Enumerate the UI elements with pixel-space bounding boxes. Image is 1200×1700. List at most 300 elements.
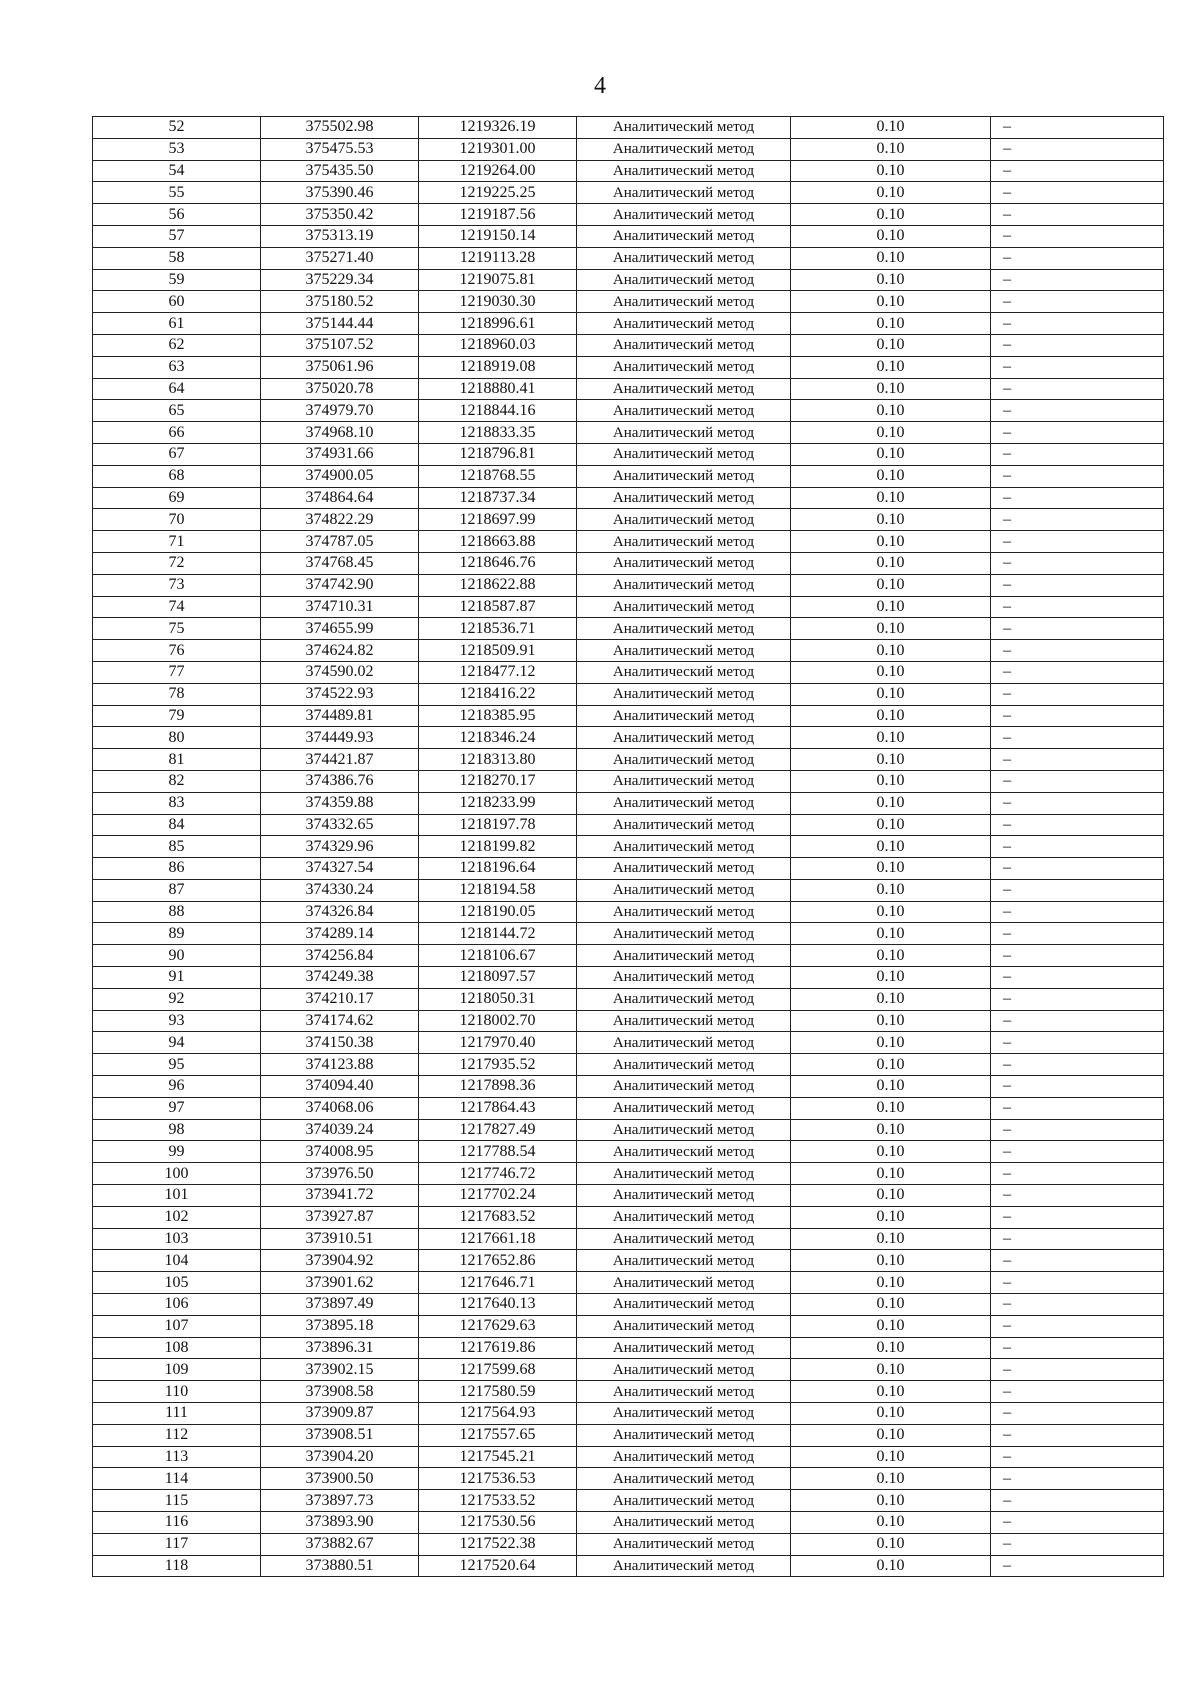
point-number-cell: 110 <box>93 1381 261 1403</box>
table-row <box>93 1446 1164 1468</box>
description-cell: – <box>991 640 1164 662</box>
point-number-cell: 108 <box>93 1337 261 1359</box>
x-coordinate-cell: 375350.42 <box>261 204 419 226</box>
table-row <box>93 422 1164 444</box>
x-coordinate-cell: 375061.96 <box>261 356 419 378</box>
description-cell: – <box>991 705 1164 727</box>
table-row <box>93 814 1164 836</box>
x-coordinate-cell: 373893.90 <box>261 1512 419 1534</box>
method-cell: Аналитический метод <box>577 138 791 160</box>
accuracy-cell: 0.10 <box>791 1424 991 1446</box>
method-cell: Аналитический метод <box>577 967 791 989</box>
x-coordinate-cell: 375435.50 <box>261 160 419 182</box>
description-cell: – <box>991 770 1164 792</box>
point-number-cell: 58 <box>93 247 261 269</box>
x-coordinate-cell: 373900.50 <box>261 1468 419 1490</box>
y-coordinate-cell: 1218796.81 <box>419 443 577 465</box>
x-coordinate-cell: 374249.38 <box>261 967 419 989</box>
description-cell: – <box>991 1294 1164 1316</box>
method-cell: Аналитический метод <box>577 531 791 553</box>
y-coordinate-cell: 1219301.00 <box>419 138 577 160</box>
accuracy-cell: 0.10 <box>791 683 991 705</box>
point-number-cell: 87 <box>93 879 261 901</box>
table-row <box>93 531 1164 553</box>
description-cell: – <box>991 879 1164 901</box>
description-cell: – <box>991 574 1164 596</box>
table-row <box>93 1512 1164 1534</box>
method-cell: Аналитический метод <box>577 1337 791 1359</box>
description-cell: – <box>991 727 1164 749</box>
description-cell: – <box>991 945 1164 967</box>
x-coordinate-cell: 373909.87 <box>261 1403 419 1425</box>
table-row <box>93 552 1164 574</box>
description-cell: – <box>991 683 1164 705</box>
description-cell: – <box>991 509 1164 531</box>
description-cell: – <box>991 138 1164 160</box>
x-coordinate-cell: 375144.44 <box>261 313 419 335</box>
description-cell: – <box>991 487 1164 509</box>
point-number-cell: 101 <box>93 1185 261 1207</box>
x-coordinate-cell: 374864.64 <box>261 487 419 509</box>
accuracy-cell: 0.10 <box>791 1468 991 1490</box>
method-cell: Аналитический метод <box>577 1119 791 1141</box>
y-coordinate-cell: 1218646.76 <box>419 552 577 574</box>
table-row <box>93 1272 1164 1294</box>
method-cell: Аналитический метод <box>577 945 791 967</box>
y-coordinate-cell: 1217646.71 <box>419 1272 577 1294</box>
point-number-cell: 96 <box>93 1076 261 1098</box>
x-coordinate-cell: 373882.67 <box>261 1533 419 1555</box>
table-row <box>93 291 1164 313</box>
description-cell: – <box>991 661 1164 683</box>
x-coordinate-cell: 373904.20 <box>261 1446 419 1468</box>
table-row <box>93 901 1164 923</box>
description-cell: – <box>991 1337 1164 1359</box>
table-row <box>93 1141 1164 1163</box>
point-number-cell: 89 <box>93 923 261 945</box>
method-cell: Аналитический метод <box>577 443 791 465</box>
table-row <box>93 117 1164 139</box>
method-cell: Аналитический метод <box>577 814 791 836</box>
description-cell: – <box>991 356 1164 378</box>
y-coordinate-cell: 1218622.88 <box>419 574 577 596</box>
description-cell: – <box>991 836 1164 858</box>
y-coordinate-cell: 1218313.80 <box>419 749 577 771</box>
x-coordinate-cell: 373976.50 <box>261 1163 419 1185</box>
description-cell: – <box>991 1555 1164 1577</box>
y-coordinate-cell: 1219187.56 <box>419 204 577 226</box>
point-number-cell: 97 <box>93 1097 261 1119</box>
x-coordinate-cell: 375271.40 <box>261 247 419 269</box>
method-cell: Аналитический метод <box>577 1468 791 1490</box>
accuracy-cell: 0.10 <box>791 1206 991 1228</box>
accuracy-cell: 0.10 <box>791 967 991 989</box>
method-cell: Аналитический метод <box>577 1403 791 1425</box>
x-coordinate-cell: 373901.62 <box>261 1272 419 1294</box>
y-coordinate-cell: 1218385.95 <box>419 705 577 727</box>
x-coordinate-cell: 374094.40 <box>261 1076 419 1098</box>
table-row <box>93 1555 1164 1577</box>
method-cell: Аналитический метод <box>577 117 791 139</box>
table-row <box>93 1054 1164 1076</box>
point-number-cell: 56 <box>93 204 261 226</box>
point-number-cell: 83 <box>93 792 261 814</box>
point-number-cell: 103 <box>93 1228 261 1250</box>
accuracy-cell: 0.10 <box>791 1010 991 1032</box>
method-cell: Аналитический метод <box>577 509 791 531</box>
description-cell: – <box>991 443 1164 465</box>
y-coordinate-cell: 1218737.34 <box>419 487 577 509</box>
x-coordinate-cell: 375107.52 <box>261 334 419 356</box>
accuracy-cell: 0.10 <box>791 945 991 967</box>
method-cell: Аналитический метод <box>577 596 791 618</box>
accuracy-cell: 0.10 <box>791 182 991 204</box>
description-cell: – <box>991 967 1164 989</box>
accuracy-cell: 0.10 <box>791 727 991 749</box>
point-number-cell: 107 <box>93 1315 261 1337</box>
accuracy-cell: 0.10 <box>791 988 991 1010</box>
y-coordinate-cell: 1218833.35 <box>419 422 577 444</box>
table-row <box>93 356 1164 378</box>
description-cell: – <box>991 1206 1164 1228</box>
table-row <box>93 945 1164 967</box>
accuracy-cell: 0.10 <box>791 334 991 356</box>
point-number-cell: 55 <box>93 182 261 204</box>
x-coordinate-cell: 374822.29 <box>261 509 419 531</box>
x-coordinate-cell: 374742.90 <box>261 574 419 596</box>
method-cell: Аналитический метод <box>577 879 791 901</box>
y-coordinate-cell: 1218697.99 <box>419 509 577 531</box>
coordinates-table <box>92 116 1164 1577</box>
x-coordinate-cell: 374008.95 <box>261 1141 419 1163</box>
accuracy-cell: 0.10 <box>791 640 991 662</box>
description-cell: – <box>991 1097 1164 1119</box>
point-number-cell: 73 <box>93 574 261 596</box>
description-cell: – <box>991 182 1164 204</box>
point-number-cell: 88 <box>93 901 261 923</box>
accuracy-cell: 0.10 <box>791 1250 991 1272</box>
table-row <box>93 182 1164 204</box>
table-row <box>93 640 1164 662</box>
method-cell: Аналитический метод <box>577 552 791 574</box>
point-number-cell: 98 <box>93 1119 261 1141</box>
table-row <box>93 204 1164 226</box>
point-number-cell: 86 <box>93 858 261 880</box>
point-number-cell: 69 <box>93 487 261 509</box>
y-coordinate-cell: 1218996.61 <box>419 313 577 335</box>
table-row <box>93 1315 1164 1337</box>
method-cell: Аналитический метод <box>577 1490 791 1512</box>
y-coordinate-cell: 1217536.53 <box>419 1468 577 1490</box>
y-coordinate-cell: 1217557.65 <box>419 1424 577 1446</box>
method-cell: Аналитический метод <box>577 356 791 378</box>
x-coordinate-cell: 374768.45 <box>261 552 419 574</box>
x-coordinate-cell: 373897.49 <box>261 1294 419 1316</box>
x-coordinate-cell: 374421.87 <box>261 749 419 771</box>
method-cell: Аналитический метод <box>577 1141 791 1163</box>
point-number-cell: 70 <box>93 509 261 531</box>
accuracy-cell: 0.10 <box>791 531 991 553</box>
y-coordinate-cell: 1217629.63 <box>419 1315 577 1337</box>
x-coordinate-cell: 374931.66 <box>261 443 419 465</box>
y-coordinate-cell: 1217530.56 <box>419 1512 577 1534</box>
point-number-cell: 64 <box>93 378 261 400</box>
accuracy-cell: 0.10 <box>791 792 991 814</box>
y-coordinate-cell: 1219075.81 <box>419 269 577 291</box>
x-coordinate-cell: 373880.51 <box>261 1555 419 1577</box>
y-coordinate-cell: 1218199.82 <box>419 836 577 858</box>
x-coordinate-cell: 374624.82 <box>261 640 419 662</box>
point-number-cell: 67 <box>93 443 261 465</box>
y-coordinate-cell: 1218097.57 <box>419 967 577 989</box>
point-number-cell: 75 <box>93 618 261 640</box>
description-cell: – <box>991 1185 1164 1207</box>
table-row <box>93 269 1164 291</box>
description-cell: – <box>991 1359 1164 1381</box>
table-row <box>93 1337 1164 1359</box>
y-coordinate-cell: 1218960.03 <box>419 334 577 356</box>
description-cell: – <box>991 269 1164 291</box>
method-cell: Аналитический метод <box>577 1010 791 1032</box>
accuracy-cell: 0.10 <box>791 574 991 596</box>
accuracy-cell: 0.10 <box>791 1490 991 1512</box>
accuracy-cell: 0.10 <box>791 247 991 269</box>
x-coordinate-cell: 373927.87 <box>261 1206 419 1228</box>
x-coordinate-cell: 375475.53 <box>261 138 419 160</box>
point-number-cell: 84 <box>93 814 261 836</box>
accuracy-cell: 0.10 <box>791 923 991 945</box>
point-number-cell: 52 <box>93 117 261 139</box>
method-cell: Аналитический метод <box>577 1555 791 1577</box>
x-coordinate-cell: 373908.58 <box>261 1381 419 1403</box>
point-number-cell: 72 <box>93 552 261 574</box>
method-cell: Аналитический метод <box>577 1163 791 1185</box>
description-cell: – <box>991 1272 1164 1294</box>
method-cell: Аналитический метод <box>577 400 791 422</box>
accuracy-cell: 0.10 <box>791 552 991 574</box>
table-row <box>93 618 1164 640</box>
method-cell: Аналитический метод <box>577 988 791 1010</box>
accuracy-cell: 0.10 <box>791 901 991 923</box>
y-coordinate-cell: 1218197.78 <box>419 814 577 836</box>
description-cell: – <box>991 225 1164 247</box>
method-cell: Аналитический метод <box>577 291 791 313</box>
table-row <box>93 160 1164 182</box>
description-cell: – <box>991 552 1164 574</box>
point-number-cell: 109 <box>93 1359 261 1381</box>
coordinates-table-body <box>93 117 1164 1577</box>
accuracy-cell: 0.10 <box>791 618 991 640</box>
accuracy-cell: 0.10 <box>791 443 991 465</box>
table-row <box>93 1228 1164 1250</box>
description-cell: – <box>991 1076 1164 1098</box>
table-row <box>93 1163 1164 1185</box>
y-coordinate-cell: 1217935.52 <box>419 1054 577 1076</box>
accuracy-cell: 0.10 <box>791 465 991 487</box>
description-cell: – <box>991 204 1164 226</box>
description-cell: – <box>991 858 1164 880</box>
y-coordinate-cell: 1219113.28 <box>419 247 577 269</box>
table-row <box>93 683 1164 705</box>
table-row <box>93 705 1164 727</box>
y-coordinate-cell: 1217683.52 <box>419 1206 577 1228</box>
y-coordinate-cell: 1217788.54 <box>419 1141 577 1163</box>
accuracy-cell: 0.10 <box>791 269 991 291</box>
point-number-cell: 54 <box>93 160 261 182</box>
x-coordinate-cell: 374900.05 <box>261 465 419 487</box>
point-number-cell: 85 <box>93 836 261 858</box>
y-coordinate-cell: 1218270.17 <box>419 770 577 792</box>
y-coordinate-cell: 1217702.24 <box>419 1185 577 1207</box>
y-coordinate-cell: 1217640.13 <box>419 1294 577 1316</box>
y-coordinate-cell: 1217545.21 <box>419 1446 577 1468</box>
table-row <box>93 574 1164 596</box>
point-number-cell: 77 <box>93 661 261 683</box>
table-row <box>93 1490 1164 1512</box>
method-cell: Аналитический метод <box>577 923 791 945</box>
description-cell: – <box>991 1424 1164 1446</box>
method-cell: Аналитический метод <box>577 269 791 291</box>
y-coordinate-cell: 1218346.24 <box>419 727 577 749</box>
accuracy-cell: 0.10 <box>791 1272 991 1294</box>
method-cell: Аналитический метод <box>577 792 791 814</box>
method-cell: Аналитический метод <box>577 683 791 705</box>
accuracy-cell: 0.10 <box>791 770 991 792</box>
table-row <box>93 596 1164 618</box>
description-cell: – <box>991 596 1164 618</box>
table-row <box>93 1097 1164 1119</box>
table-row <box>93 836 1164 858</box>
point-number-cell: 65 <box>93 400 261 422</box>
x-coordinate-cell: 375313.19 <box>261 225 419 247</box>
x-coordinate-cell: 374289.14 <box>261 923 419 945</box>
point-number-cell: 79 <box>93 705 261 727</box>
table-row <box>93 487 1164 509</box>
description-cell: – <box>991 378 1164 400</box>
point-number-cell: 91 <box>93 967 261 989</box>
table-row <box>93 1032 1164 1054</box>
y-coordinate-cell: 1218509.91 <box>419 640 577 662</box>
x-coordinate-cell: 374039.24 <box>261 1119 419 1141</box>
method-cell: Аналитический метод <box>577 422 791 444</box>
accuracy-cell: 0.10 <box>791 1185 991 1207</box>
table-row <box>93 988 1164 1010</box>
accuracy-cell: 0.10 <box>791 1032 991 1054</box>
description-cell: – <box>991 618 1164 640</box>
point-number-cell: 104 <box>93 1250 261 1272</box>
table-row <box>93 1250 1164 1272</box>
method-cell: Аналитический метод <box>577 1185 791 1207</box>
y-coordinate-cell: 1219150.14 <box>419 225 577 247</box>
point-number-cell: 68 <box>93 465 261 487</box>
table-row <box>93 1468 1164 1490</box>
description-cell: – <box>991 1381 1164 1403</box>
description-cell: – <box>991 749 1164 771</box>
method-cell: Аналитический метод <box>577 1032 791 1054</box>
method-cell: Аналитический метод <box>577 1250 791 1272</box>
accuracy-cell: 0.10 <box>791 378 991 400</box>
description-cell: – <box>991 1512 1164 1534</box>
table-row <box>93 923 1164 945</box>
y-coordinate-cell: 1219225.25 <box>419 182 577 204</box>
point-number-cell: 57 <box>93 225 261 247</box>
accuracy-cell: 0.10 <box>791 1076 991 1098</box>
table-row <box>93 1294 1164 1316</box>
y-coordinate-cell: 1218233.99 <box>419 792 577 814</box>
y-coordinate-cell: 1217864.43 <box>419 1097 577 1119</box>
method-cell: Аналитический метод <box>577 182 791 204</box>
x-coordinate-cell: 374655.99 <box>261 618 419 640</box>
accuracy-cell: 0.10 <box>791 1119 991 1141</box>
accuracy-cell: 0.10 <box>791 313 991 335</box>
y-coordinate-cell: 1218919.08 <box>419 356 577 378</box>
description-cell: – <box>991 422 1164 444</box>
method-cell: Аналитический метод <box>577 858 791 880</box>
table-row <box>93 858 1164 880</box>
y-coordinate-cell: 1217652.86 <box>419 1250 577 1272</box>
point-number-cell: 71 <box>93 531 261 553</box>
accuracy-cell: 0.10 <box>791 356 991 378</box>
table-row <box>93 465 1164 487</box>
accuracy-cell: 0.10 <box>791 1381 991 1403</box>
table-row <box>93 1533 1164 1555</box>
y-coordinate-cell: 1217580.59 <box>419 1381 577 1403</box>
point-number-cell: 112 <box>93 1424 261 1446</box>
accuracy-cell: 0.10 <box>791 291 991 313</box>
accuracy-cell: 0.10 <box>791 204 991 226</box>
accuracy-cell: 0.10 <box>791 1555 991 1577</box>
accuracy-cell: 0.10 <box>791 422 991 444</box>
method-cell: Аналитический метод <box>577 901 791 923</box>
accuracy-cell: 0.10 <box>791 509 991 531</box>
point-number-cell: 81 <box>93 749 261 771</box>
description-cell: – <box>991 1119 1164 1141</box>
description-cell: – <box>991 1141 1164 1163</box>
point-number-cell: 90 <box>93 945 261 967</box>
x-coordinate-cell: 373896.31 <box>261 1337 419 1359</box>
y-coordinate-cell: 1217970.40 <box>419 1032 577 1054</box>
accuracy-cell: 0.10 <box>791 836 991 858</box>
accuracy-cell: 0.10 <box>791 1403 991 1425</box>
accuracy-cell: 0.10 <box>791 814 991 836</box>
point-number-cell: 95 <box>93 1054 261 1076</box>
point-number-cell: 113 <box>93 1446 261 1468</box>
y-coordinate-cell: 1217522.38 <box>419 1533 577 1555</box>
y-coordinate-cell: 1217619.86 <box>419 1337 577 1359</box>
method-cell: Аналитический метод <box>577 705 791 727</box>
description-cell: – <box>991 1446 1164 1468</box>
method-cell: Аналитический метод <box>577 1228 791 1250</box>
x-coordinate-cell: 374123.88 <box>261 1054 419 1076</box>
x-coordinate-cell: 374332.65 <box>261 814 419 836</box>
accuracy-cell: 0.10 <box>791 138 991 160</box>
description-cell: – <box>991 1533 1164 1555</box>
x-coordinate-cell: 375502.98 <box>261 117 419 139</box>
x-coordinate-cell: 374449.93 <box>261 727 419 749</box>
x-coordinate-cell: 374710.31 <box>261 596 419 618</box>
table-row <box>93 443 1164 465</box>
description-cell: – <box>991 792 1164 814</box>
point-number-cell: 102 <box>93 1206 261 1228</box>
method-cell: Аналитический метод <box>577 1206 791 1228</box>
y-coordinate-cell: 1218194.58 <box>419 879 577 901</box>
method-cell: Аналитический метод <box>577 770 791 792</box>
y-coordinate-cell: 1217898.36 <box>419 1076 577 1098</box>
description-cell: – <box>991 814 1164 836</box>
y-coordinate-cell: 1218002.70 <box>419 1010 577 1032</box>
y-coordinate-cell: 1219264.00 <box>419 160 577 182</box>
point-number-cell: 78 <box>93 683 261 705</box>
